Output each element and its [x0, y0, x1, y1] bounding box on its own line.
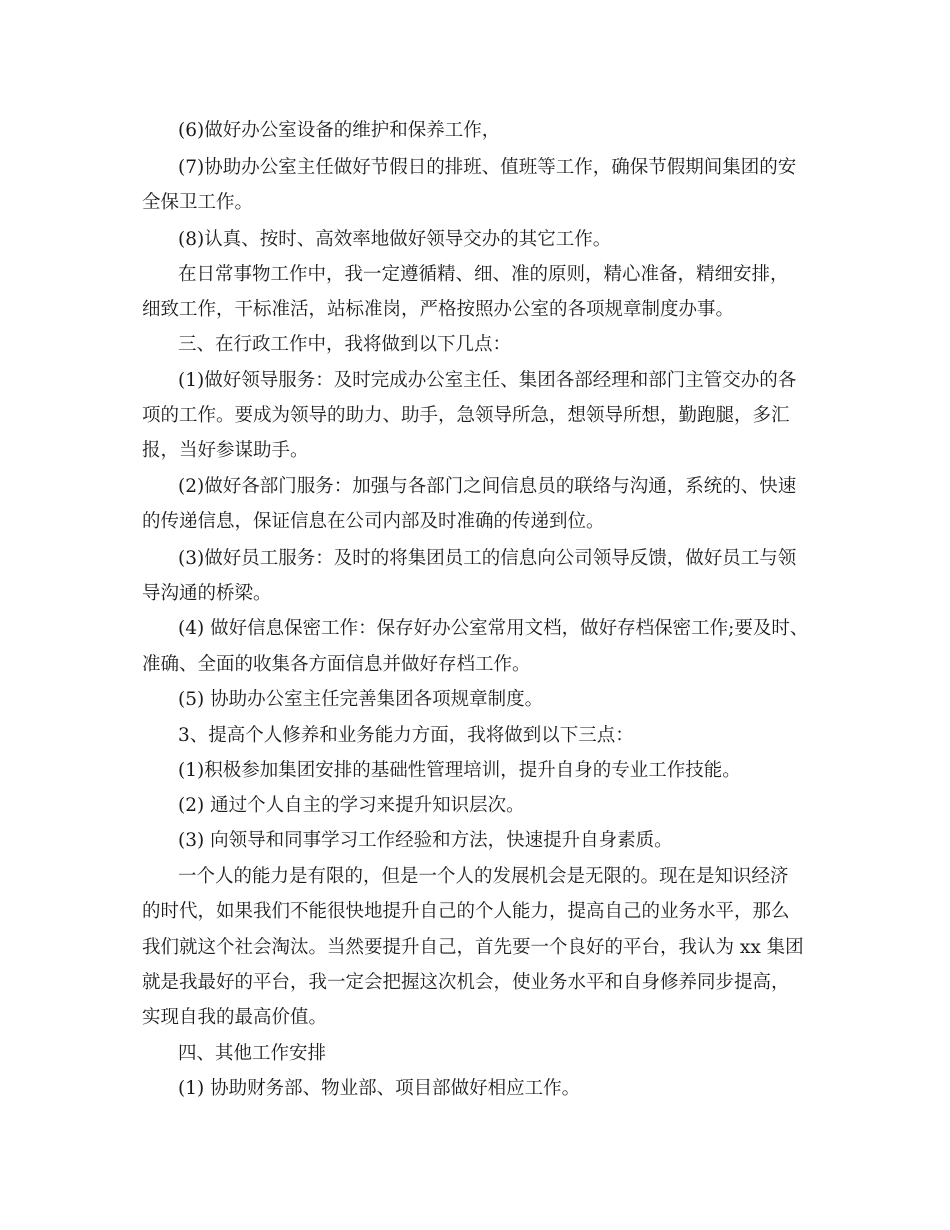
text-line: (1)积极参加集团安排的基础性管理培训，提升自身的专业工作技能。	[178, 760, 741, 781]
text-line: 在日常事物工作中，我一定遵循精、细、准的原则，精心准备，精细安排，	[178, 264, 789, 285]
text-line: (2) 通过个人自主的学习来提升知识层次。	[178, 795, 525, 816]
section-heading: 3、提高个人修养和业务能力方面，我将做到以下三点：	[178, 725, 634, 746]
text-line: 就是我最好的平台，我一定会把握这次机会，使业务水平和自身修养同步提高，	[142, 972, 790, 993]
text-line: 实现自我的最高价值。	[142, 1007, 328, 1028]
text-line: 的时代，如果我们不能很快地提升自己的个人能力，提高自己的业务水平，那么	[142, 901, 790, 922]
text-line: (7)协助办公室主任做好节假日的排班、值班等工作，确保节假期间集团的安	[178, 157, 797, 178]
text-line: (6)做好办公室设备的维护和保养工作，	[178, 120, 501, 141]
text-line: 报，当好参谋助手。	[142, 440, 309, 461]
text-line: (1)做好领导服务：及时完成办公室主任、集团各部经理和部门主管交办的各	[178, 370, 797, 391]
text-line: (3) 向领导和同事学习工作经验和方法，快速提升自身素质。	[178, 830, 673, 851]
text-line: (3)做好员工服务：及时的将集团员工的信息向公司领导反馈，做好员工与领	[178, 548, 797, 569]
text-line: 准确、全面的收集各方面信息并做好存档工作。	[142, 654, 531, 675]
text-line: 的传递信息，保证信息在公司内部及时准确的传递到位。	[142, 511, 605, 532]
text-line: 我们就这个社会淘汰。当然要提升自己，首先要一个良好的平台，我认为 xx 集团	[142, 937, 804, 958]
text-line: 导沟通的桥梁。	[142, 583, 272, 604]
text-line: (2)做好各部门服务：加强与各部门之间信息员的联络与沟通，系统的、快速	[178, 476, 797, 497]
text-line: 全保卫工作。	[142, 192, 254, 213]
text-line: 细致工作，干标准活，站标准岗，严格按照办公室的各项规章制度办事。	[142, 299, 735, 320]
text-line: (8)认真、按时、高效率地做好领导交办的其它工作。	[178, 229, 612, 250]
text-line: 项的工作。要成为领导的助力、助手，急领导所急，想领导所想，勤跑腿，多汇	[142, 405, 790, 426]
text-line: (4) 做好信息保密工作：保存好办公室常用文档，做好存档保密工作;要及时、	[178, 618, 809, 639]
section-heading: 三、在行政工作中，我将做到以下几点：	[178, 334, 512, 355]
section-heading: 四、其他工作安排	[178, 1043, 327, 1064]
text-line: (5) 协助办公室主任完善集团各项规章制度。	[178, 689, 544, 710]
text-line: (1) 协助财务部、物业部、项目部做好相应工作。	[178, 1078, 581, 1099]
text-line: 一个人的能力是有限的，但是一个人的发展机会是无限的。现在是知识经济	[178, 866, 789, 887]
